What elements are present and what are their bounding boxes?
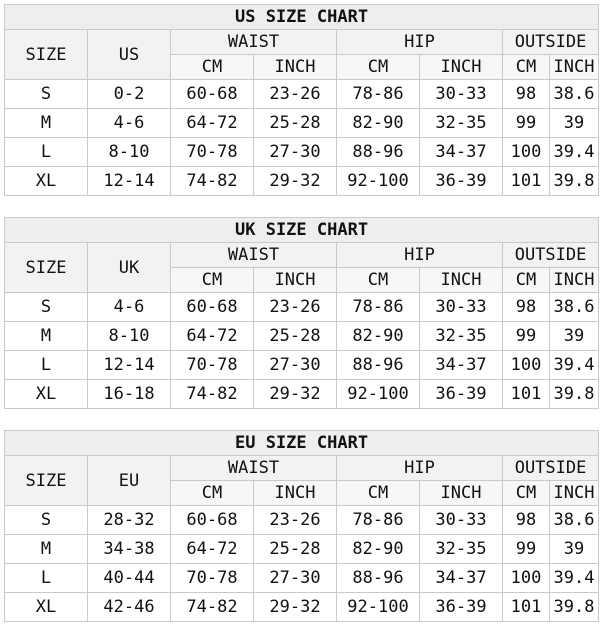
cell-hip-cm: 88-96 bbox=[337, 351, 420, 380]
cell-size: S bbox=[5, 293, 88, 322]
cell-size: L bbox=[5, 138, 88, 167]
table-row bbox=[5, 80, 599, 109]
size-chart-eu bbox=[4, 430, 598, 622]
cell-out-cm: 99 bbox=[503, 322, 550, 351]
cell-waist-cm: 60-68 bbox=[171, 506, 254, 535]
waist-inch-header: INCH bbox=[254, 481, 337, 506]
cell-out-cm: 99 bbox=[503, 535, 550, 564]
cell-hip-cm: 92-100 bbox=[337, 593, 420, 622]
hip-cm-header: CM bbox=[337, 481, 420, 506]
outside-inch-header: INCH bbox=[550, 55, 599, 80]
cell-region: 42-46 bbox=[88, 593, 171, 622]
size-chart-us bbox=[4, 4, 598, 196]
hip-cm-header: CM bbox=[337, 268, 420, 293]
table-row bbox=[5, 322, 599, 351]
cell-hip-in: 34-37 bbox=[420, 351, 503, 380]
outside-inch-header: INCH bbox=[550, 268, 599, 293]
cell-hip-in: 34-37 bbox=[420, 564, 503, 593]
cell-hip-cm: 78-86 bbox=[337, 80, 420, 109]
cell-out-cm: 101 bbox=[503, 167, 550, 196]
cell-waist-in: 29-32 bbox=[254, 593, 337, 622]
size-table bbox=[4, 4, 599, 196]
table-row bbox=[5, 506, 599, 535]
cell-size: M bbox=[5, 535, 88, 564]
cell-waist-cm: 60-68 bbox=[171, 293, 254, 322]
region-header: EU bbox=[88, 456, 171, 506]
cell-hip-in: 32-35 bbox=[420, 322, 503, 351]
cell-hip-cm: 92-100 bbox=[337, 380, 420, 409]
cell-region: 8-10 bbox=[88, 138, 171, 167]
size-table bbox=[4, 217, 599, 409]
region-header: UK bbox=[88, 243, 171, 293]
cell-waist-cm: 64-72 bbox=[171, 322, 254, 351]
hip-header: HIP bbox=[337, 30, 503, 55]
cell-out-in: 39.4 bbox=[550, 351, 599, 380]
cell-waist-in: 27-30 bbox=[254, 564, 337, 593]
size-header: SIZE bbox=[5, 30, 88, 80]
cell-region: 12-14 bbox=[88, 167, 171, 196]
cell-out-cm: 99 bbox=[503, 109, 550, 138]
cell-hip-cm: 78-86 bbox=[337, 506, 420, 535]
cell-out-in: 39.8 bbox=[550, 593, 599, 622]
table-row bbox=[5, 109, 599, 138]
cell-size: XL bbox=[5, 593, 88, 622]
waist-header: WAIST bbox=[171, 456, 337, 481]
cell-size: M bbox=[5, 109, 88, 138]
cell-hip-cm: 92-100 bbox=[337, 167, 420, 196]
cell-waist-cm: 70-78 bbox=[171, 351, 254, 380]
cell-waist-cm: 64-72 bbox=[171, 109, 254, 138]
cell-out-cm: 100 bbox=[503, 351, 550, 380]
outside-cm-header: CM bbox=[503, 481, 550, 506]
chart-title: EU SIZE CHART bbox=[5, 431, 599, 456]
cell-out-in: 39 bbox=[550, 322, 599, 351]
outside-cm-header: CM bbox=[503, 55, 550, 80]
cell-out-in: 38.6 bbox=[550, 506, 599, 535]
table-row bbox=[5, 564, 599, 593]
cell-waist-cm: 74-82 bbox=[171, 167, 254, 196]
waist-cm-header: CM bbox=[171, 55, 254, 80]
cell-hip-in: 32-35 bbox=[420, 535, 503, 564]
outside-inch-header: INCH bbox=[550, 481, 599, 506]
cell-waist-in: 23-26 bbox=[254, 80, 337, 109]
cell-hip-in: 30-33 bbox=[420, 293, 503, 322]
waist-cm-header: CM bbox=[171, 481, 254, 506]
table-row bbox=[5, 167, 599, 196]
cell-waist-in: 25-28 bbox=[254, 322, 337, 351]
waist-header: WAIST bbox=[171, 243, 337, 268]
cell-hip-cm: 82-90 bbox=[337, 535, 420, 564]
cell-hip-in: 30-33 bbox=[420, 80, 503, 109]
cell-waist-in: 29-32 bbox=[254, 167, 337, 196]
cell-hip-cm: 78-86 bbox=[337, 293, 420, 322]
cell-hip-cm: 82-90 bbox=[337, 322, 420, 351]
hip-inch-header: INCH bbox=[420, 268, 503, 293]
waist-inch-header: INCH bbox=[254, 268, 337, 293]
cell-out-cm: 101 bbox=[503, 593, 550, 622]
waist-cm-header: CM bbox=[171, 268, 254, 293]
hip-header: HIP bbox=[337, 243, 503, 268]
chart-title: US SIZE CHART bbox=[5, 5, 599, 30]
table-row bbox=[5, 593, 599, 622]
cell-region: 40-44 bbox=[88, 564, 171, 593]
cell-out-cm: 100 bbox=[503, 138, 550, 167]
cell-waist-cm: 64-72 bbox=[171, 535, 254, 564]
cell-waist-in: 23-26 bbox=[254, 506, 337, 535]
cell-hip-in: 34-37 bbox=[420, 138, 503, 167]
table-row bbox=[5, 535, 599, 564]
hip-inch-header: INCH bbox=[420, 481, 503, 506]
cell-waist-in: 25-28 bbox=[254, 109, 337, 138]
cell-hip-in: 30-33 bbox=[420, 506, 503, 535]
hip-cm-header: CM bbox=[337, 55, 420, 80]
cell-region: 28-32 bbox=[88, 506, 171, 535]
size-header: SIZE bbox=[5, 243, 88, 293]
chart-title: UK SIZE CHART bbox=[5, 218, 599, 243]
waist-header: WAIST bbox=[171, 30, 337, 55]
waist-inch-header: INCH bbox=[254, 55, 337, 80]
cell-out-cm: 100 bbox=[503, 564, 550, 593]
outside-cm-header: CM bbox=[503, 268, 550, 293]
cell-out-cm: 101 bbox=[503, 380, 550, 409]
outside-header: OUTSIDE bbox=[503, 30, 599, 55]
cell-waist-in: 29-32 bbox=[254, 380, 337, 409]
cell-size: S bbox=[5, 80, 88, 109]
cell-out-in: 39 bbox=[550, 535, 599, 564]
table-row bbox=[5, 351, 599, 380]
outside-header: OUTSIDE bbox=[503, 243, 599, 268]
table-row bbox=[5, 138, 599, 167]
cell-waist-cm: 60-68 bbox=[171, 80, 254, 109]
cell-out-in: 39 bbox=[550, 109, 599, 138]
table-row bbox=[5, 293, 599, 322]
cell-hip-in: 36-39 bbox=[420, 380, 503, 409]
cell-waist-in: 27-30 bbox=[254, 138, 337, 167]
region-header: US bbox=[88, 30, 171, 80]
cell-size: M bbox=[5, 322, 88, 351]
cell-hip-in: 36-39 bbox=[420, 593, 503, 622]
cell-waist-cm: 74-82 bbox=[171, 593, 254, 622]
cell-waist-cm: 74-82 bbox=[171, 380, 254, 409]
cell-hip-in: 32-35 bbox=[420, 109, 503, 138]
cell-region: 12-14 bbox=[88, 351, 171, 380]
cell-waist-in: 27-30 bbox=[254, 351, 337, 380]
cell-waist-in: 25-28 bbox=[254, 535, 337, 564]
cell-out-in: 39.4 bbox=[550, 564, 599, 593]
cell-hip-cm: 88-96 bbox=[337, 564, 420, 593]
hip-header: HIP bbox=[337, 456, 503, 481]
cell-size: XL bbox=[5, 380, 88, 409]
cell-out-cm: 98 bbox=[503, 506, 550, 535]
cell-hip-cm: 82-90 bbox=[337, 109, 420, 138]
size-header: SIZE bbox=[5, 456, 88, 506]
cell-hip-in: 36-39 bbox=[420, 167, 503, 196]
cell-size: L bbox=[5, 351, 88, 380]
table-row bbox=[5, 380, 599, 409]
cell-out-cm: 98 bbox=[503, 293, 550, 322]
cell-region: 34-38 bbox=[88, 535, 171, 564]
cell-region: 8-10 bbox=[88, 322, 171, 351]
cell-hip-cm: 88-96 bbox=[337, 138, 420, 167]
cell-out-in: 38.6 bbox=[550, 80, 599, 109]
hip-inch-header: INCH bbox=[420, 55, 503, 80]
cell-waist-in: 23-26 bbox=[254, 293, 337, 322]
size-table bbox=[4, 430, 599, 622]
cell-size: S bbox=[5, 506, 88, 535]
cell-region: 0-2 bbox=[88, 80, 171, 109]
cell-region: 4-6 bbox=[88, 109, 171, 138]
size-chart-uk bbox=[4, 217, 598, 409]
cell-out-in: 38.6 bbox=[550, 293, 599, 322]
cell-waist-cm: 70-78 bbox=[171, 564, 254, 593]
cell-waist-cm: 70-78 bbox=[171, 138, 254, 167]
cell-region: 4-6 bbox=[88, 293, 171, 322]
cell-out-in: 39.8 bbox=[550, 167, 599, 196]
cell-out-in: 39.4 bbox=[550, 138, 599, 167]
cell-size: XL bbox=[5, 167, 88, 196]
outside-header: OUTSIDE bbox=[503, 456, 599, 481]
cell-out-cm: 98 bbox=[503, 80, 550, 109]
cell-size: L bbox=[5, 564, 88, 593]
cell-region: 16-18 bbox=[88, 380, 171, 409]
cell-out-in: 39.8 bbox=[550, 380, 599, 409]
